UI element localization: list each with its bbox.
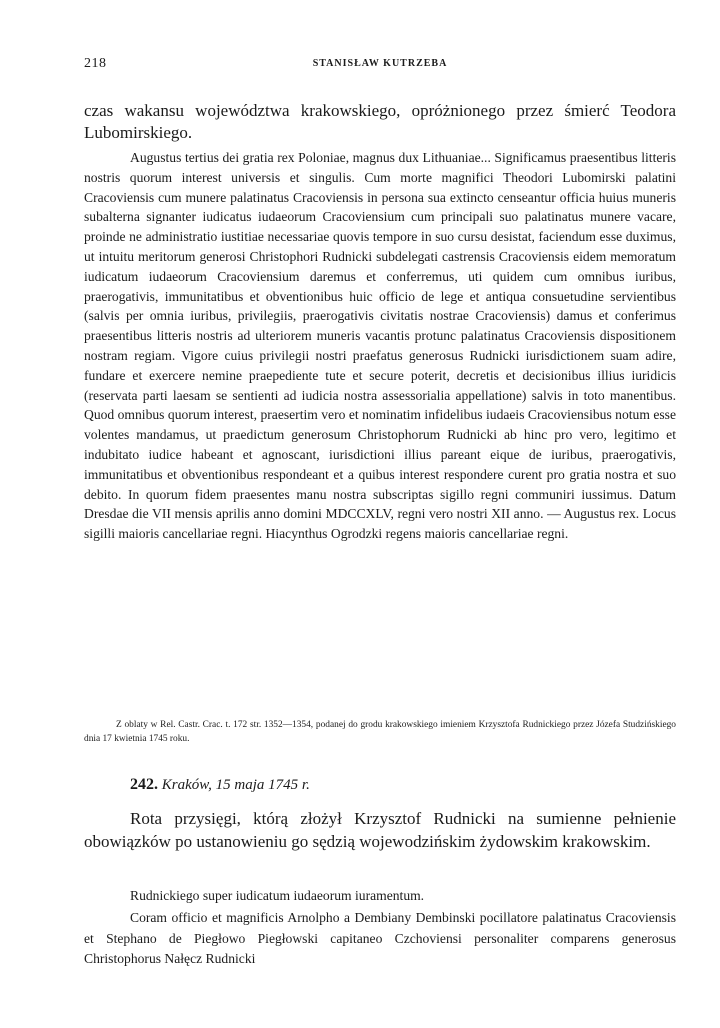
page-header: [84, 56, 676, 76]
document-heading: [130, 776, 310, 794]
document-subtitle: Rudnickiego super iudicatum iudaeorum iuramentum.: [130, 888, 425, 903]
document-number: 242.: [130, 776, 158, 793]
source-footnote: Z oblaty w Rel. Castr. Crac. t. 172 str. 1352—1354, podanej do grodu krakowskiego imieniem Krzysztofa Rudnickiego przez Józefa Studzińskiego dnia 17 kwietnia 1745 roku.: [84, 720, 676, 744]
running-title: STANISŁAW KUTRZEBA: [312, 58, 448, 69]
document-summary: Rota przysięgi, którą złożył Krzysztof Rudnicki na sumienne pełnienie obowiązków po ustanowieniu go sędzią wojewodzińskim żydowskim krakowskim.: [84, 809, 676, 851]
continued-summary-text: czas wakansu województwa krakowskiego, opróżnionego przez śmierć Teodora Lubomirskiego.: [84, 101, 676, 142]
document-body-text: Augustus tertius dei gratia rex Poloniae, magnus dux Lithuaniae... Significamus praesentibus litteris nostris quorum interest universis et singulis. Cum morte magnifici Theodori Lubomirski palatini Cracoviensis cum munere palatinatus Cracoviensis in persona sua extincto censeantur officia huius muneris subalterna signanter iudicatus iudaeorum Cracoviensium cum principali suo palatinatus munere vacare, proinde ne administratio iustitiae necessariae quovis tempore in suo cursu desistat, faciendum esse duximus, ut intuitu meritorum generosi Christophori Rudnicki subdelegati castrensis Cracoviensis eidem memoratum iudicatum iudaeorum Cracoviensium daremus et conferremus, uti quidem cum omnibus iuribus, praerogativis, immunitatibus et obventionibus huic officio de lege et antiqua consuetudine servientibus (salvis per omnia iuribus, privilegiis, praerogativis civitatis nostrae Cracoviensis) damus et conferimus praesentibus litteris nostris ad ulteriorem muneris vacantis protunc palatinatus Cracoviensis dispositionem nostram regiam. Vigore cuius privilegii nostri praefatus generosus Rudnicki iurisdictionem suam adire, fundare et exercere nemine praepediente tute et secure poterit, decretis et decisionibus illius iuridicis (reservata parti laesam se sentienti ad iudicia nostra assessorialia appellatione) salvis in toto manentibus. Quod omnibus quorum interest, praesertim vero et nominatim infidelibus iudaeis Cracoviensibus notum esse volentes mandamus, ut praedictum generosum Christophorum Rudnicki ab hinc pro vero, legitimo et indubitato iudice habeant et agnoscant, iurisdictioni illius pareant eique de iuribus, praerogativis, immunitatibus et obventionibus respondeant et a quibus interest respondere curent pro gratia nostra et suo debito. In quorum fidem praesentes manu nostra subscriptas sigillo regni communiri iussimus. Datum Dresdae die VII mensis aprilis anno domini MDCCXLV, regni vero nostri XII anno. — Augustus rex. Locus sigilli maioris cancellariae regni. Hiacynthus Ogrodzki regens maioris cancellariae regni.: [84, 150, 676, 542]
page-number: 218: [84, 56, 107, 71]
oath-text: Coram officio et magnificis Arnolpho a Dembiany Dembinski pocillatore palatinatus Cracoviensis et Stephano de Piegłowo Piegłowski capitaneo Czchoviensi personaliter comparens generosus Christophorus Nałęcz Rudnicki: [84, 910, 676, 966]
document-place-date: Kraków, 15 maja 1745 r.: [161, 777, 310, 793]
